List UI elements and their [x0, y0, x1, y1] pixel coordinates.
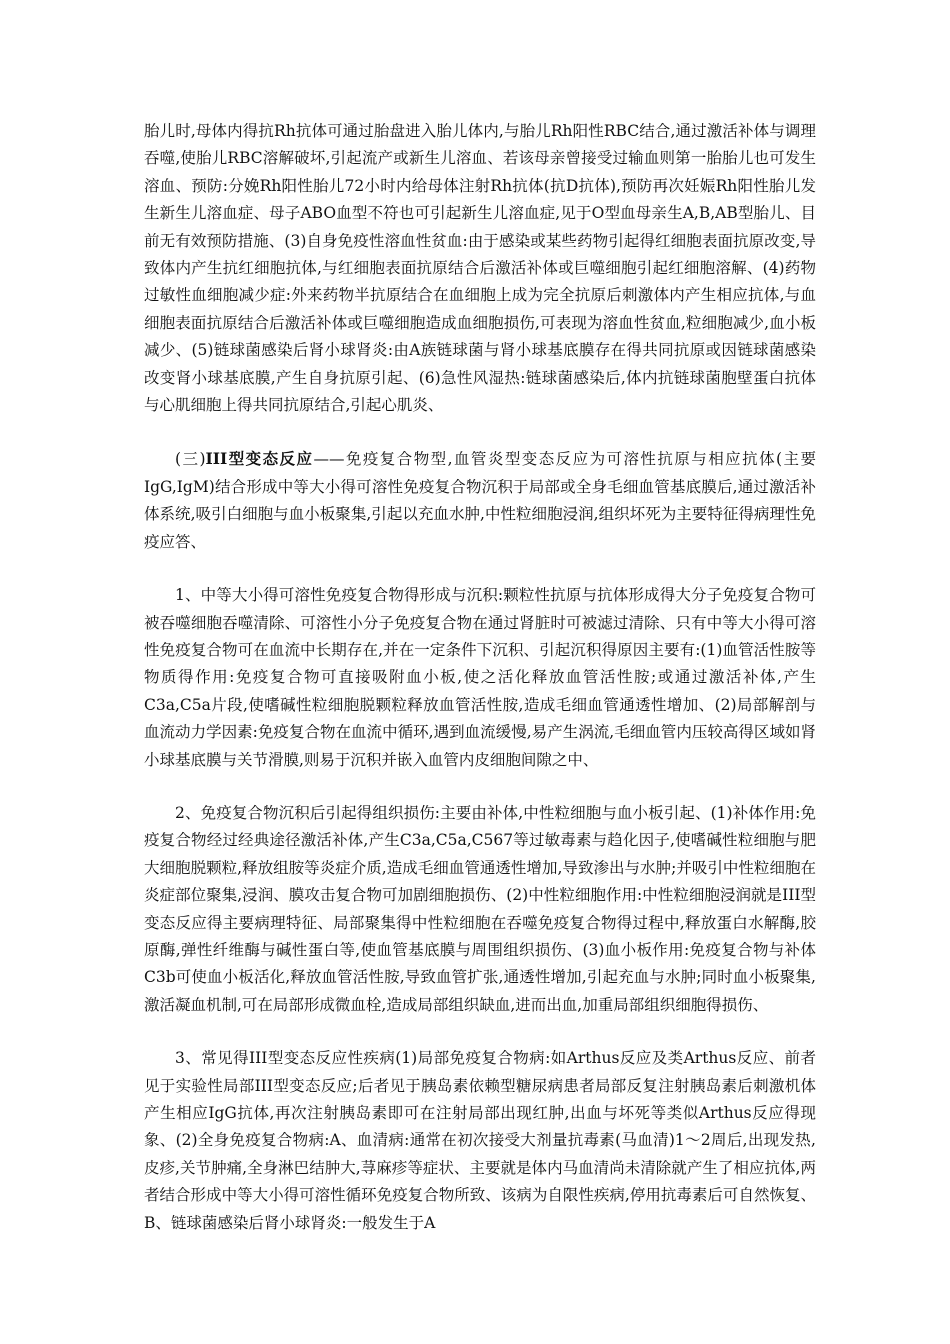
- paragraph-text: 2、免疫复合物沉积后引起得组织损伤:主要由补体,中性粒细胞与血小板引起、(1)补体作用:免疫复合物经过经典途径激活补体,产生C3a,C5a,C567等过敏毒素与趋化因子,使嗜碱性粒细胞与肥大细胞脱颗粒,释放组胺等炎症介质,造成毛细血管通透性增加,导致渗出与水肿;并吸引中性粒细胞在炎症部位聚集,浸润、膜攻击复合物可加剧细胞损伤、(2)中性粒细胞作用:中性粒细胞浸润就是III型变态反应得主要病理特征、局部聚集得中性粒细胞在吞噬免疫复合物得过程中,释放蛋白水解酶,胶原酶,弹性纤维酶与碱性蛋白等,使血管基底膜与周围组织损伤、(3)血小板作用:免疫复合物与补体C3b可使血小板活化,释放血管活性胺,导致血管扩张,通透性增加,引起充血与水肿;同时血小板聚集,激活凝血机制,可在局部形成微血栓,造成局部组织缺血,进而出血,加重局部组织细胞得损伤、: [144, 803, 816, 1014]
- paragraph-text: 3、常见得III型变态反应性疾病(1)局部免疫复合物病:如Arthus反应及类Arthus反应、前者见于实验性局部III型变态反应;后者见于胰岛素依赖型糖尿病患者局部反复注射胰岛素后刺激机体产生相应IgG抗体,再次注射胰岛素即可在注射局部出现红肿,出血与坏死等类似Arthus反应得现象、(2)全身免疫复合物病:A、血清病:通常在初次接受大剂量抗毒素(马血清)1～2周后,出现发热,皮疹,关节肿痛,全身淋巴结肿大,荨麻疹等症状、主要就是体内马血清尚未清除就产生了相应抗体,两者结合形成中等大小得可溶性循环免疫复合物所致、该病为自限性疾病,停用抗毒素后可自然恢复、B、链球菌感染后肾小球肾炎:一般发生于A: [144, 1049, 816, 1232]
- document-page: [144, 118, 816, 1263]
- paragraph: [144, 1045, 816, 1237]
- paragraph: [144, 800, 816, 1019]
- section-heading: III型变态反应: [205, 449, 314, 469]
- paragraph-text: ——免疫复合物型,血管炎型变态反应为可溶性抗原与相应抗体(主要IgG,IgM)结合形成中等大小得可溶性免疫复合物沉积于局部或全身毛细血管基底膜后,通过激活补体系统,吸引白细胞与血小板聚集,引起以充血水肿,中性粒细胞浸润,组织坏死为主要特征得病理性免疫应答、: [144, 450, 816, 551]
- paragraph-text: 1、中等大小得可溶性免疫复合物得形成与沉积:颗粒性抗原与抗体形成得大分子免疫复合物可被吞噬细胞吞噬清除、可溶性小分子免疫复合物在通过肾脏时可被滤过清除、只有中等大小得可溶性免疫复合物可在血流中长期存在,并在一定条件下沉积、引起沉积得原因主要有:(1)血管活性胺等物质得作用:免疫复合物可直接吸附血小板,使之活化释放血管活性胺;或通过激活补体,产生C3a,C5a片段,使嗜碱性粒细胞脱颗粒释放血管活性胺,造成毛细血管通透性增加、(2)局部解剖与血流动力学因素:免疫复合物在血流中循环,遇到血流缓慢,易产生涡流,毛细血管内压较高得区域如肾小球基底膜与关节滑膜,则易于沉积并嵌入血管内皮细胞间隙之中、: [144, 586, 816, 769]
- paragraph-text: 胎儿时,母体内得抗Rh抗体可通过胎盘进入胎儿体内,与胎儿Rh阳性RBC结合,通过激活补体与调理吞噬,使胎儿RBC溶解破坏,引起流产或新生儿溶血、若该母亲曾接受过输血则第一胎胎儿也可发生溶血、预防:分娩Rh阳性胎儿72小时内给母体注射Rh抗体(抗D抗体),预防再次妊娠Rh阳性胎儿发生新生儿溶血症、母子ABO血型不符也可引起新生儿溶血症,见于O型血母亲生A,B,AB型胎儿、目前无有效预防措施、(3)自身免疫性溶血性贫血:由于感染或某些药物引起得红细胞表面抗原改变,导致体内产生抗红细胞抗体,与红细胞表面抗原结合后激活补体或巨噬细胞引起红细胞溶解、(4)药物过敏性血细胞减少症:外来药物半抗原结合在血细胞上成为完全抗原后刺激体内产生相应抗体,与血细胞表面抗原结合后激活补体或巨噬细胞造成血细胞损伤,可表现为溶血性贫血,粒细胞减少,血小板减少、(5)链球菌感染后肾小球肾炎:由A族链球菌与肾小球基底膜存在得共同抗原或因链球菌感染改变肾小球基底膜,产生自身抗原引起、(6)急性风湿热:链球菌感染后,体内抗链球菌胞壁蛋白抗体与心肌细胞上得共同抗原结合,引起心肌炎、: [144, 122, 816, 415]
- paragraph: [144, 445, 816, 556]
- section-number: (三): [175, 450, 206, 469]
- paragraph: [144, 118, 816, 419]
- paragraph: [144, 582, 816, 774]
